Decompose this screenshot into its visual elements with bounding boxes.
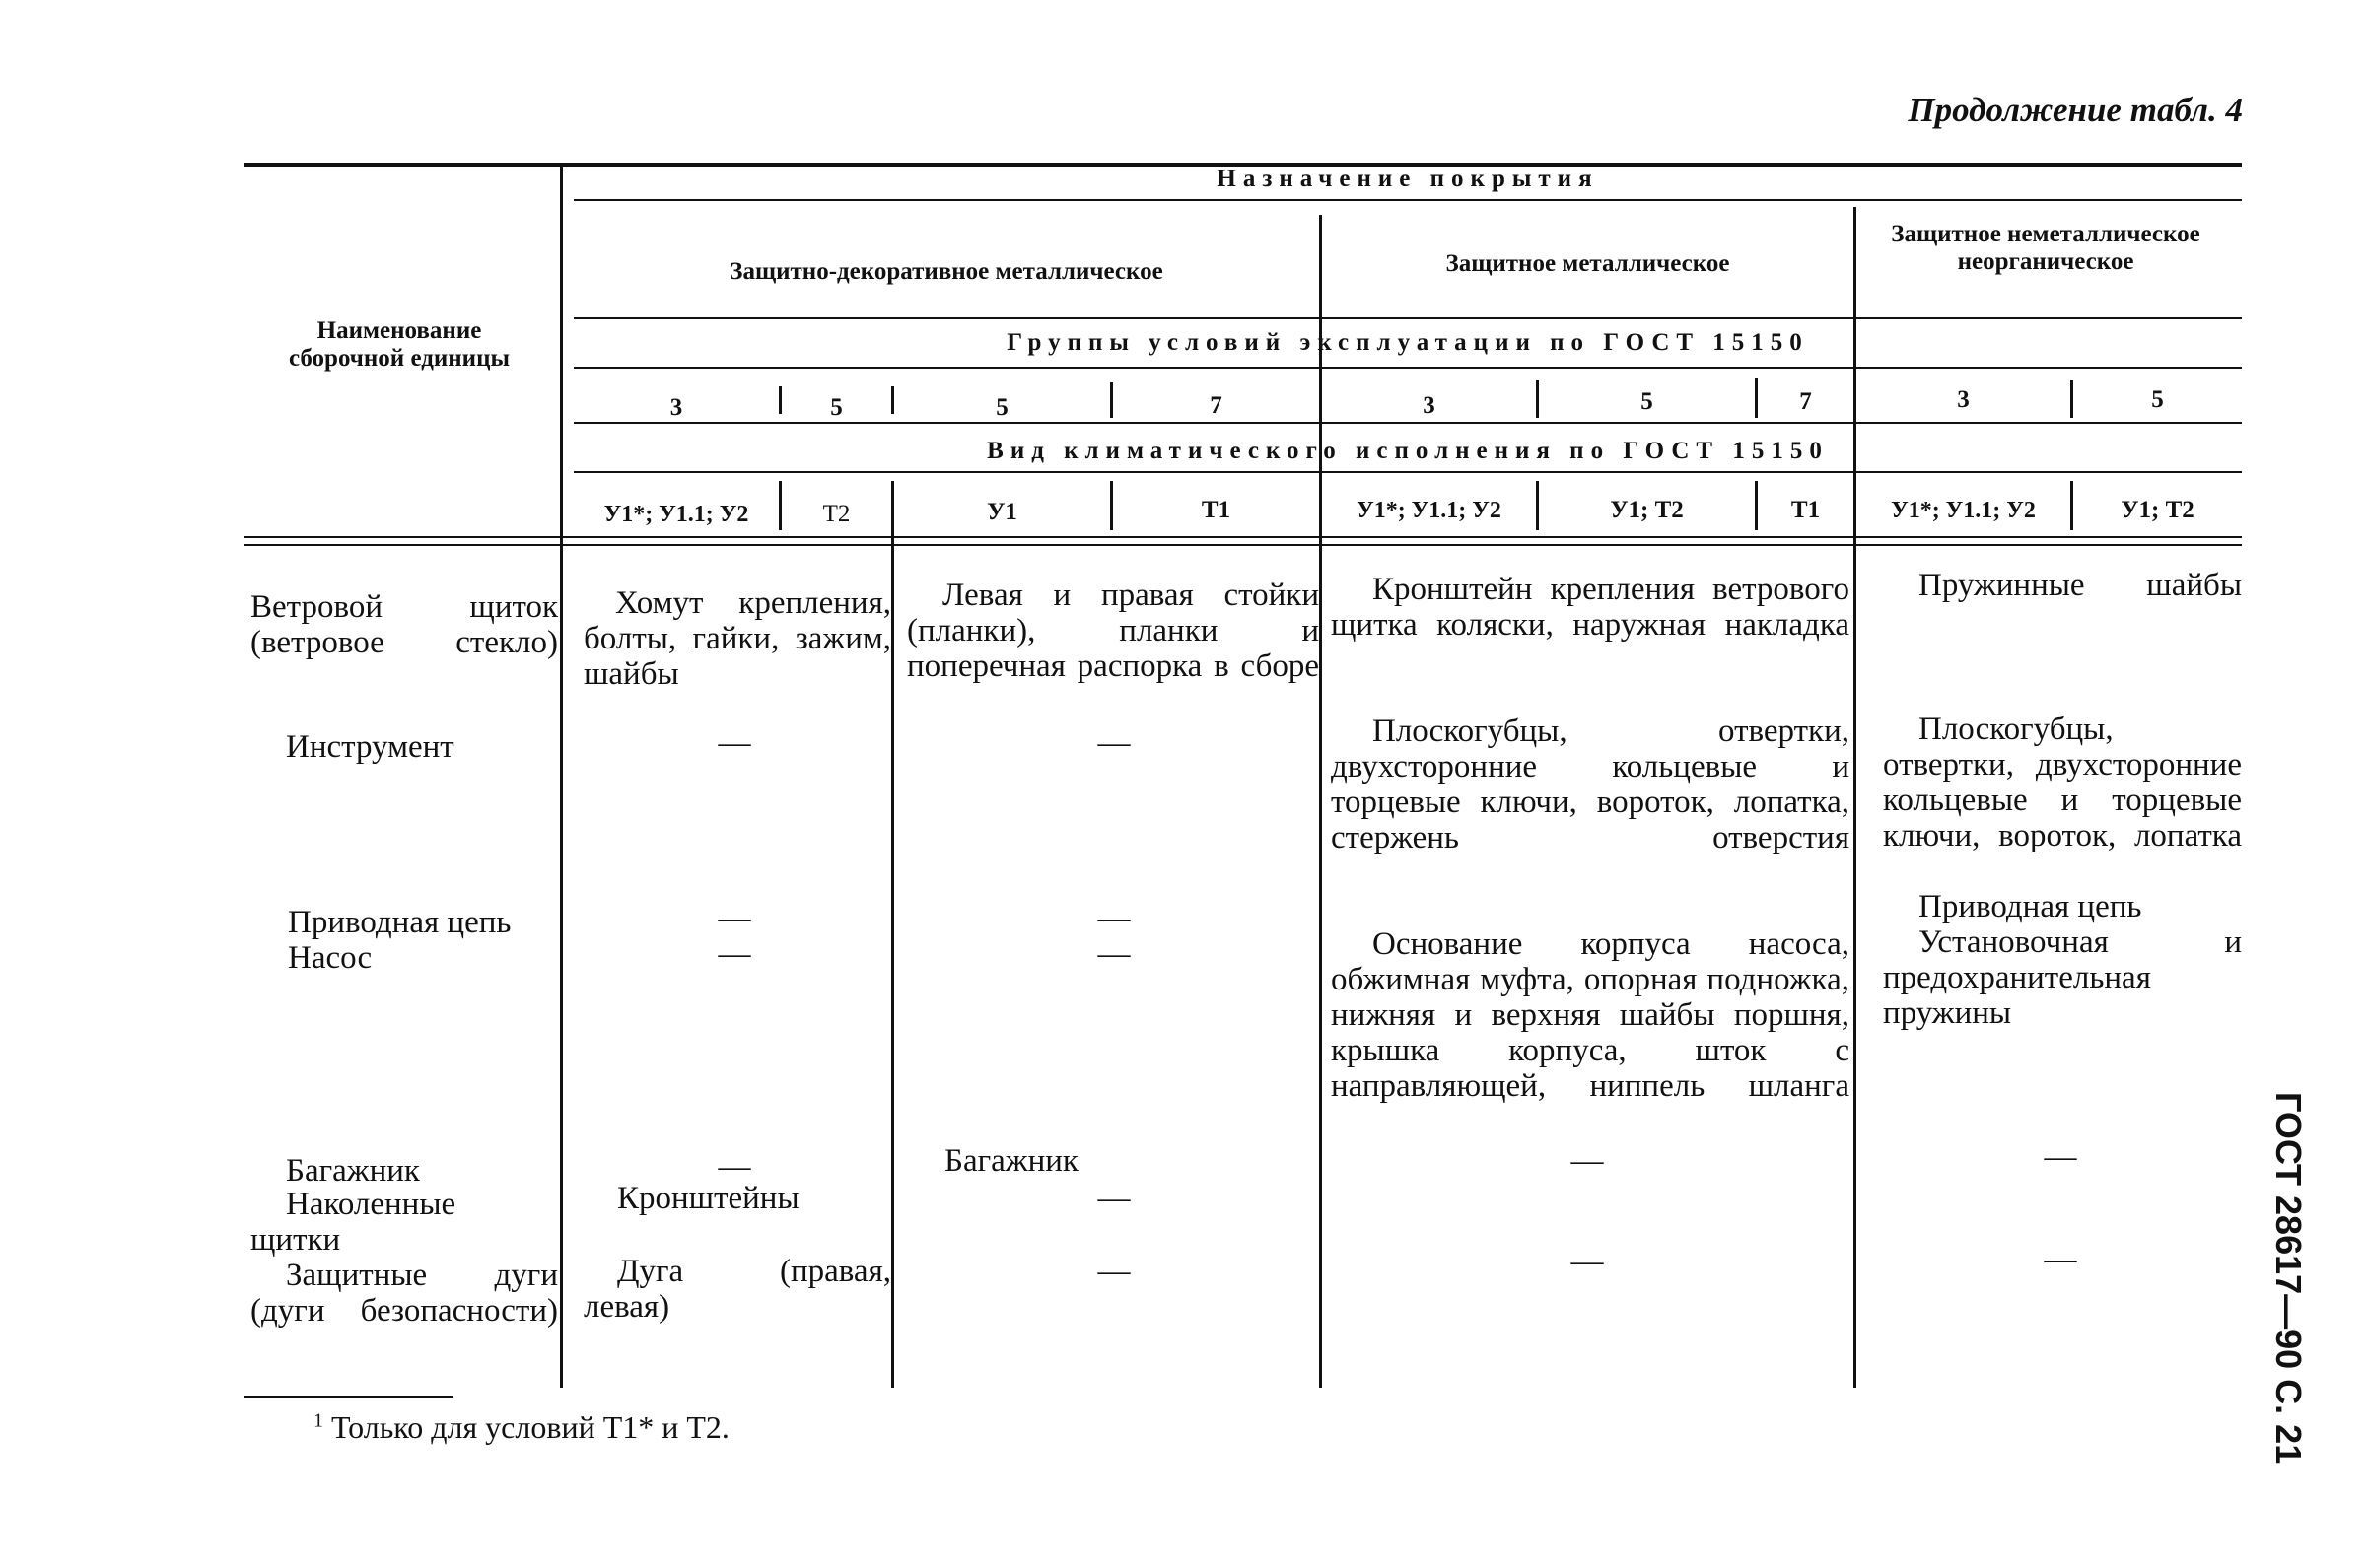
cell-rack-c4: — [2044, 1139, 2077, 1175]
cell-windshield-c2: Левая и правая стойки (планки), планки и поперечная распорка в сборе [907, 578, 1319, 684]
purpose-header: Назначение покрытия [1217, 166, 1599, 192]
climate-cell: Т1 [1790, 497, 1821, 523]
climate-cell: У1*; У1.1; У2 [603, 502, 749, 527]
purpose-rule [574, 199, 2242, 201]
cell-knee-c2: — [1097, 1181, 1131, 1216]
cell-windshield-c1: Хомут крепления, болты, гайки, зажим, шайбы [584, 585, 891, 692]
climate-title-rule [574, 471, 2242, 473]
cell-knee-c1: Кронштейны [617, 1181, 800, 1216]
climate-title: Вид климатического исполнения по ГОСТ 15150 [987, 438, 1829, 464]
conditions-title-rule [574, 367, 2242, 369]
condition-cell: 5 [996, 394, 1009, 421]
row-label-chain: Приводная цепь [288, 905, 512, 940]
condition-cell: 7 [1799, 388, 1812, 415]
row-label-pump: Насос [288, 940, 373, 976]
cell-windshield-c4: Пружинные шайбы [1918, 568, 2242, 603]
cell-rack-c1: — [718, 1149, 751, 1185]
cell-chain-c4: Приводная цепь [1918, 889, 2142, 924]
condition-cell: 3 [1423, 392, 1435, 419]
row-label-windshield: Ветровой щиток (ветровое стекло) [250, 589, 558, 660]
cell-tools-c1: — [718, 725, 751, 761]
cell-rack-c2: Багажник [944, 1143, 1079, 1179]
cell-arcs-c4: — [2044, 1242, 2077, 1277]
row-label-tools: Инструмент [286, 729, 454, 765]
climate-cell: У1*; У1.1; У2 [1357, 498, 1501, 523]
conditions-rule [574, 422, 2242, 424]
climate-cell: У1; Т2 [2121, 497, 2194, 523]
row-label-rack: Багажник [286, 1153, 420, 1189]
groups-rule [574, 317, 2242, 319]
condition-cell: 3 [1957, 386, 1970, 413]
footnote [313, 1409, 730, 1446]
group-header-decorative: Защитно-декоративное металлическое [730, 258, 1163, 285]
climate-cell: У1 [987, 499, 1017, 525]
climate-cell: Т1 [1201, 497, 1231, 523]
header-bottom-rule [244, 536, 2242, 538]
group-header-nonmetallic: Защитное неметаллическое неорганическое [1891, 221, 2200, 275]
table-continuation-caption: Продолжение табл. 4 [1908, 91, 2243, 129]
col2-border [891, 481, 894, 1388]
cell-pump-c4: Установочная и предохранительная пружины [1883, 924, 2242, 1031]
condition-cell: 5 [830, 394, 843, 421]
cell-pump-c3: Основание корпуса насоса, обжимная муфта, опорная подножка, нижняя и верхняя шайбы поршня, крышка корпуса, шток с направляющей, ниппель шланга [1331, 926, 1849, 1104]
cell-pump-c1: — [718, 936, 751, 972]
footnote-text: Только для условий Т1* и Т2. [331, 1409, 730, 1445]
condition-cell: 7 [1210, 392, 1222, 419]
cell-chain-c1: — [718, 901, 751, 936]
climate-cell: Т2 [822, 501, 851, 527]
row-label-knee: Наколенные щитки [250, 1187, 456, 1258]
cell-arcs-c1: Дуга (правая, левая) [584, 1254, 891, 1325]
cell-tools-c4: Плоскогубцы, отвертки, двухсторонние кольцевые и торцевые ключи, вороток, лопатка [1883, 712, 2242, 853]
cell-chain-c2: — [1097, 901, 1131, 936]
cell-arcs-c3: — [1570, 1244, 1604, 1279]
footnote-mark: 1 [313, 1409, 323, 1432]
cell-tools-c2: — [1097, 725, 1131, 761]
footnote-rule [244, 1396, 453, 1398]
cell-windshield-c3: Кронштейн крепления ветрового щитка коляски, наружная накладка [1331, 572, 1849, 643]
condition-cell: 5 [2151, 386, 2164, 413]
header-bottom-rule-2 [244, 544, 2242, 546]
label-column-border [560, 166, 563, 1388]
group1-border [1319, 215, 1322, 1388]
document-sidebar-label: ГОСТ 28617—90 С. 21 [2268, 1092, 2309, 1465]
cell-arcs-c2: — [1097, 1254, 1131, 1289]
condition-cell: 5 [1640, 388, 1653, 415]
group2-border [1853, 207, 1856, 1388]
condition-cell: 3 [669, 394, 683, 421]
cell-pump-c2: — [1097, 936, 1131, 972]
climate-cell: У1*; У1.1; У2 [1891, 498, 2036, 523]
conditions-title: Группы условий эксплуатации по ГОСТ 15150 [1007, 329, 1809, 356]
row-label-arcs: Защитные дуги (дуги безопасности) [250, 1258, 558, 1329]
group-header-metallic: Защитное металлическое [1445, 250, 1730, 277]
cell-rack-c3: — [1570, 1143, 1604, 1179]
row-label-header: Наименование сборочной единицы [288, 317, 511, 372]
cell-tools-c3: Плоскогубцы, отвертки, двухсторонние кольцевые и торцевые ключи, вороток, лопатка, стержень отверстия [1331, 714, 1849, 855]
climate-cell: У1; Т2 [1610, 497, 1684, 523]
